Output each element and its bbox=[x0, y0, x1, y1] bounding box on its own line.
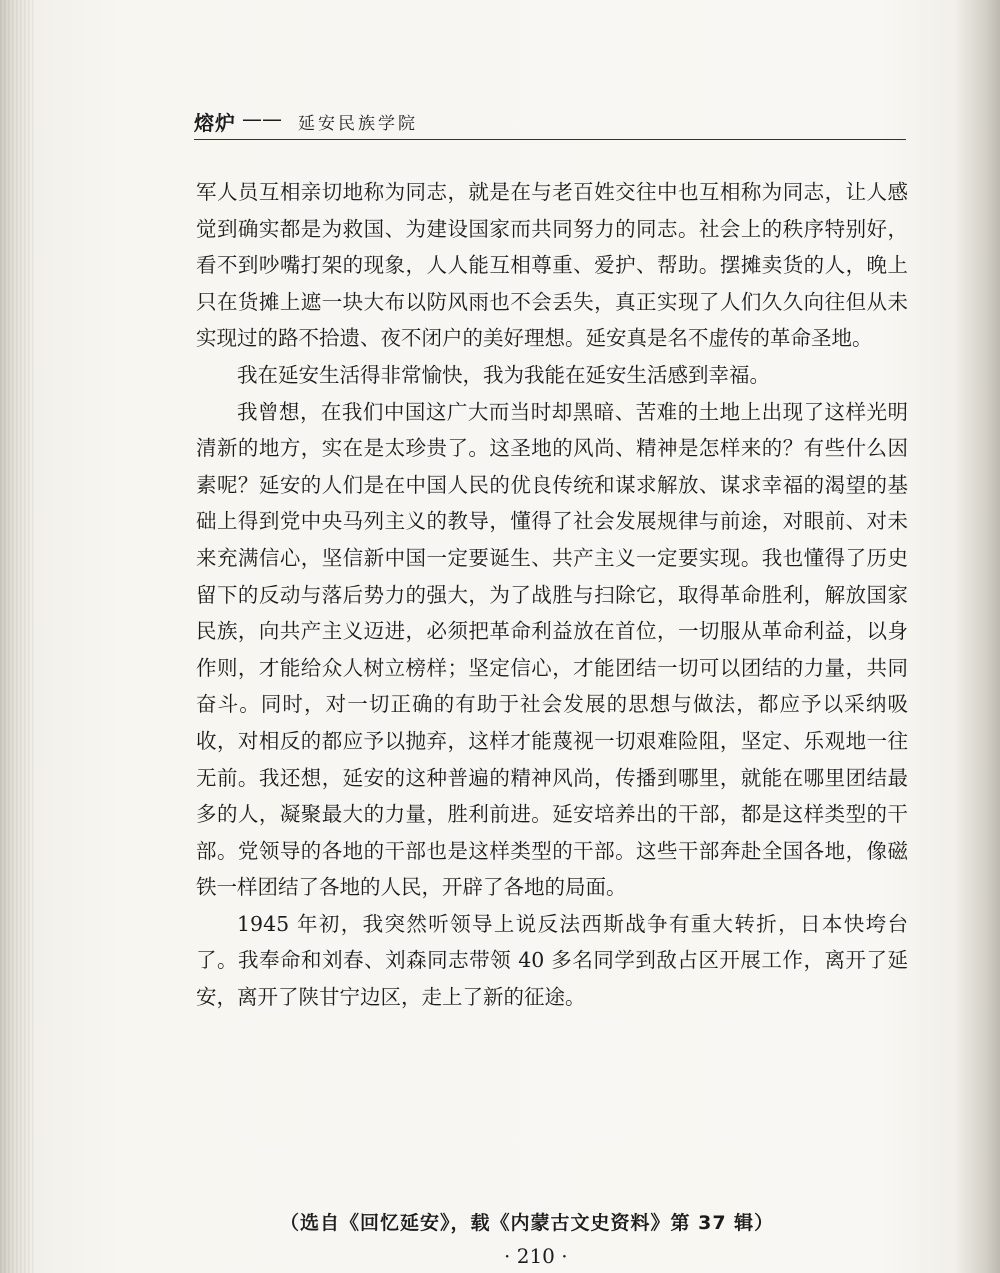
source-citation: （选自《回忆延安》，载《内蒙古文史资料》第 37 辑） bbox=[280, 1212, 775, 1234]
paragraph-1: 军人员互相亲切地称为同志，就是在与老百姓交往中也互相称为同志，让人感觉到确实都是为救国、为建设国家而共同努力的同志。社会上的秩序特别好，看不到吵嘴打架的现象，人人能互相尊重、爱护、帮助。摆摊卖货的人，晚上只在货摊上遮一块大布以防风雨也不会丢失，真正实现了人们久久向往但从未实现过的路不拾遗、夜不闭户的美好理想。延安真是名不虚传的革命圣地。 bbox=[196, 180, 908, 351]
header-title: 熔炉 bbox=[194, 111, 236, 135]
page-number: · 210 · bbox=[504, 1244, 568, 1268]
paragraph-4: 1945 年初，我突然听领导上说反法西斯战争有重大转折，日本快垮台了。我奉命和刘春、刘森同志带领 40 多名同学到敌占区开展工作，离开了延安，离开了陕甘宁边区，走上了新的征途。 bbox=[196, 911, 908, 1010]
paragraph-2: 我在延安生活得非常愉快，我为我能在延安生活感到幸福。 bbox=[237, 362, 770, 387]
paragraph-3: 我曾想，在我们中国这广大而当时却黑暗、苦难的土地上出现了这样光明清新的地方，实在是太珍贵了。这圣地的风尚、精神是怎样来的？有些什么因素呢？延安的人们是在中国人民的优良传统和谋求解放、谋求幸福的渴望的基础上得到党中央马列主义的教导，懂得了社会发展规律与前途，对眼前、对未来充满信心，坚信新中国一定要诞生、共产主义一定要实现。我也懂得了历史留下的反动与落后势力的强大，为了战胜与扫除它，取得革命胜利，解放国家民族，向共产主义迈进，必须把革命利益放在首位，一切服从革命利益，以身作则，才能给众人树立榜样；坚定信心，才能团结一切可以团结的力量，共同奋斗。同时，对一切正确的有助于社会发展的思想与做法，都应予以采纳吸收，对相反的都应予以抛弃，这样才能蔑视一切艰难险阻，坚定、乐观地一往无前。我还想，延安的这种普遍的精神风尚，传播到哪里，就能在哪里团结最多的人，凝聚最大的力量，胜利前进。延安培养出的干部，都是这样类型的干部。党领导的各地的干部也是这样类型的干部。这些干部奔赴全国各地，像磁铁一样团结了各地的人民，开辟了各地的局面。 bbox=[196, 399, 908, 900]
header-dash: —— bbox=[242, 107, 282, 131]
body-text bbox=[196, 174, 908, 1016]
running-header bbox=[194, 107, 906, 140]
page-edge bbox=[0, 0, 34, 1273]
header-subtitle: 延安民族学院 bbox=[298, 114, 418, 134]
